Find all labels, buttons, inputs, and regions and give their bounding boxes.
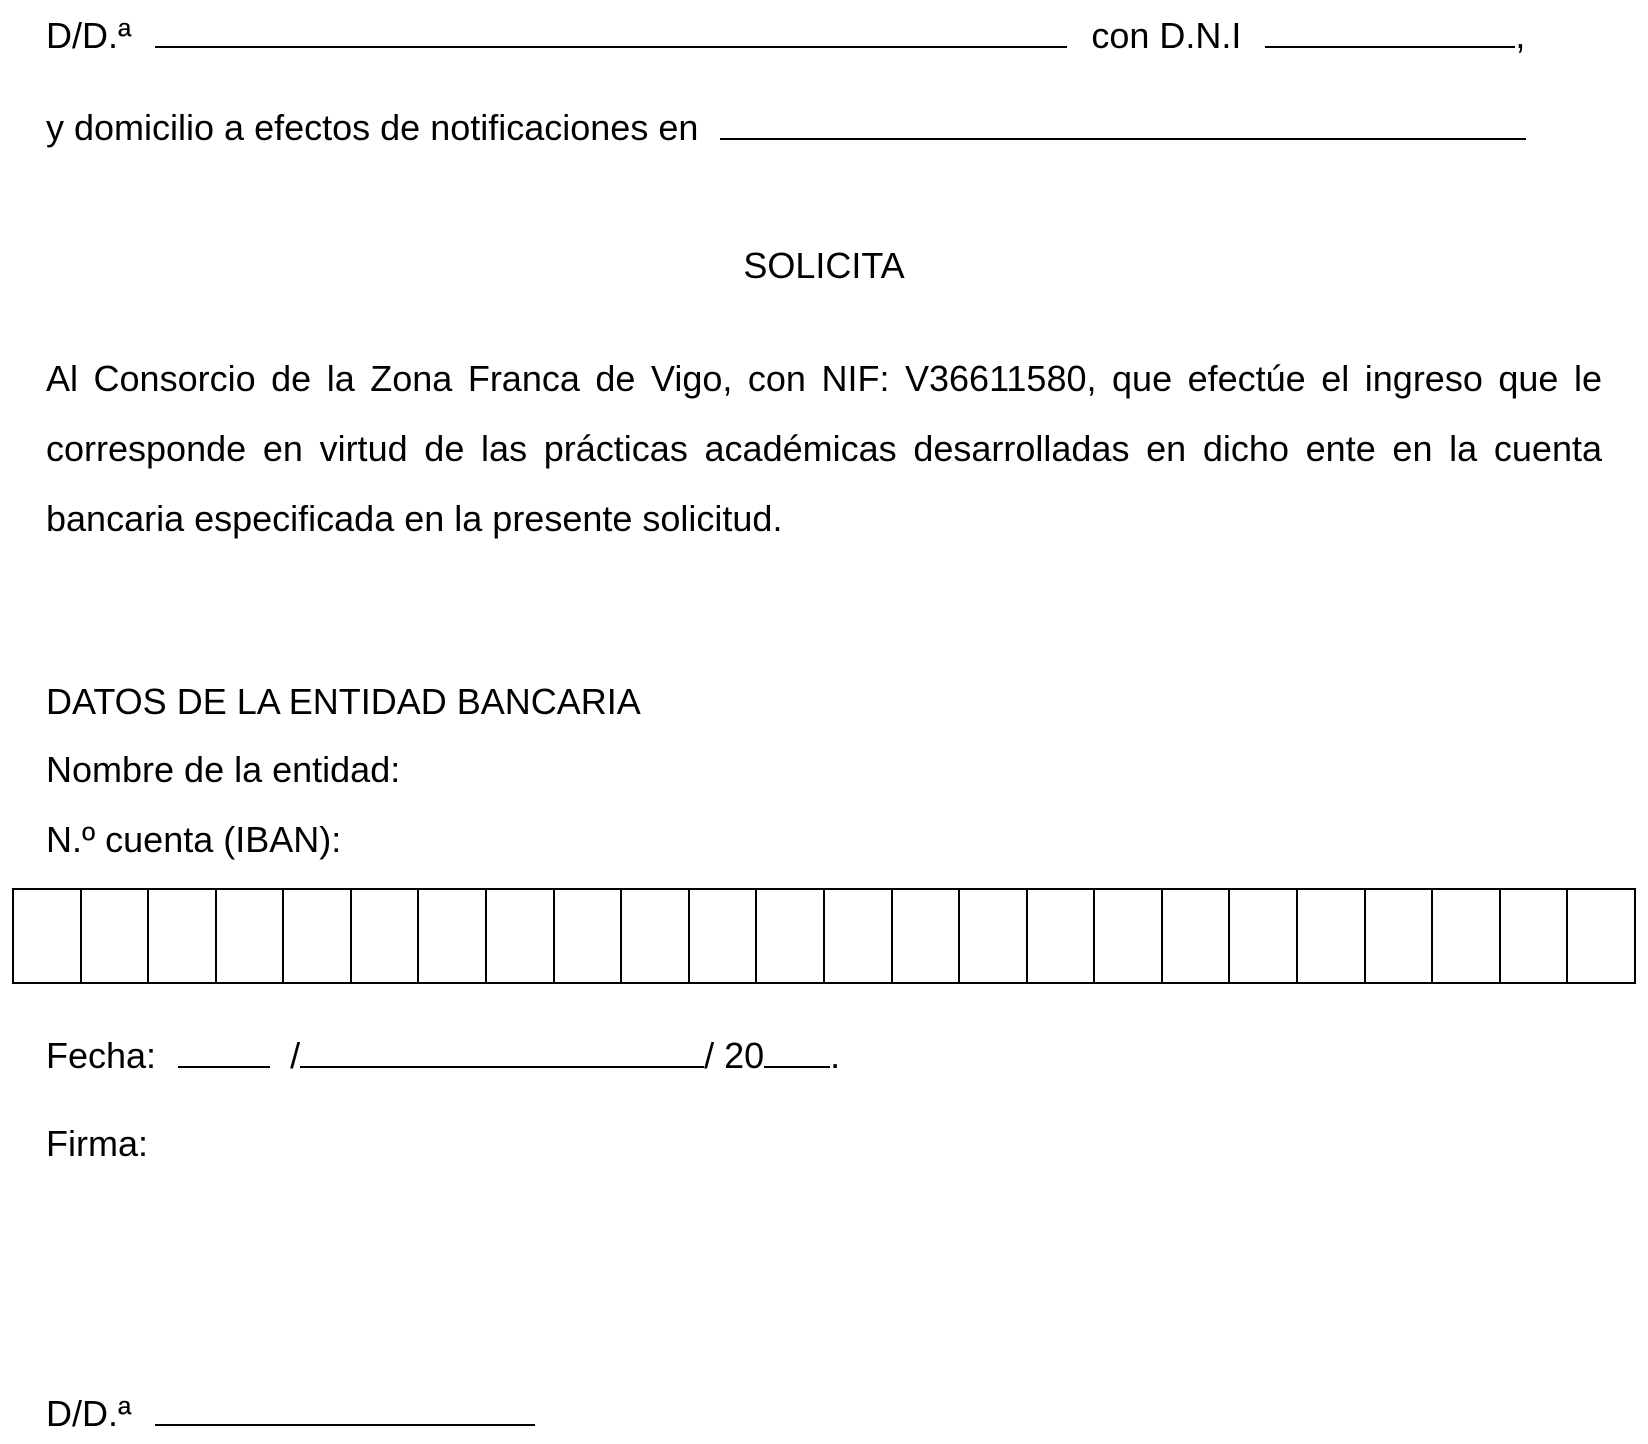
domicile-label: y domicilio a efectos de notificaciones en (46, 107, 699, 148)
domicile-field[interactable] (720, 108, 1526, 140)
iban-cell[interactable] (419, 890, 487, 982)
iban-cell[interactable] (149, 890, 217, 982)
iban-cell[interactable] (1433, 890, 1501, 982)
name-label: D/D.ª (46, 15, 132, 56)
iban-cell[interactable] (555, 890, 623, 982)
dni-comma: , (1515, 15, 1526, 56)
iban-cell[interactable] (487, 890, 555, 982)
iban-cell[interactable] (284, 890, 352, 982)
iban-cell[interactable] (1501, 890, 1569, 982)
iban-cell[interactable] (1298, 890, 1366, 982)
iban-cell[interactable] (352, 890, 420, 982)
iban-cell[interactable] (960, 890, 1028, 982)
dni-field[interactable] (1265, 16, 1515, 48)
iban-cell[interactable] (82, 890, 150, 982)
date-end: . (830, 1035, 841, 1076)
bank-account-label: N.º cuenta (IBAN): (46, 819, 342, 860)
iban-cell[interactable] (1095, 890, 1163, 982)
iban-cell[interactable] (757, 890, 825, 982)
bank-heading: DATOS DE LA ENTIDAD BANCARIA (46, 681, 641, 722)
signature-label: Firma: (46, 1123, 148, 1164)
bank-entity-label: Nombre de la entidad: (46, 749, 401, 790)
date-separator-1: / (290, 1035, 301, 1076)
signature-name-field[interactable] (155, 1394, 535, 1426)
request-body: Al Consorcio de la Zona Franca de Vigo, con NIF: V36611580, que efectúe el ingreso que le corresponde en virtud de las prácticas académicas desarrolladas en dicho ente en la cuenta bancaria especificada en la presente solicitud. (46, 358, 1602, 539)
dni-label: con D.N.I (1091, 15, 1242, 56)
iban-cell[interactable] (1568, 890, 1634, 982)
iban-cell[interactable] (1163, 890, 1231, 982)
iban-cell[interactable] (1028, 890, 1096, 982)
iban-cell[interactable] (1230, 890, 1298, 982)
date-month-field[interactable] (300, 1036, 704, 1068)
date-line (46, 1036, 840, 1076)
date-year-field[interactable] (764, 1036, 830, 1068)
name-field[interactable] (155, 16, 1067, 48)
iban-grid (12, 888, 1636, 984)
date-separator-2: / 20 (704, 1035, 765, 1076)
iban-cell[interactable] (825, 890, 893, 982)
signature-name-label: D/D.ª (46, 1393, 132, 1434)
date-day-field[interactable] (178, 1036, 270, 1068)
iban-cell[interactable] (1366, 890, 1434, 982)
iban-cell[interactable] (893, 890, 961, 982)
signature-name-line (46, 1394, 535, 1434)
request-heading: SOLICITA (743, 245, 905, 286)
date-label: Fecha: (46, 1035, 157, 1076)
iban-cell[interactable] (690, 890, 758, 982)
iban-cell[interactable] (14, 890, 82, 982)
name-dni-line (46, 16, 1525, 56)
iban-cell[interactable] (217, 890, 285, 982)
iban-cell[interactable] (622, 890, 690, 982)
domicile-line (46, 108, 1526, 148)
